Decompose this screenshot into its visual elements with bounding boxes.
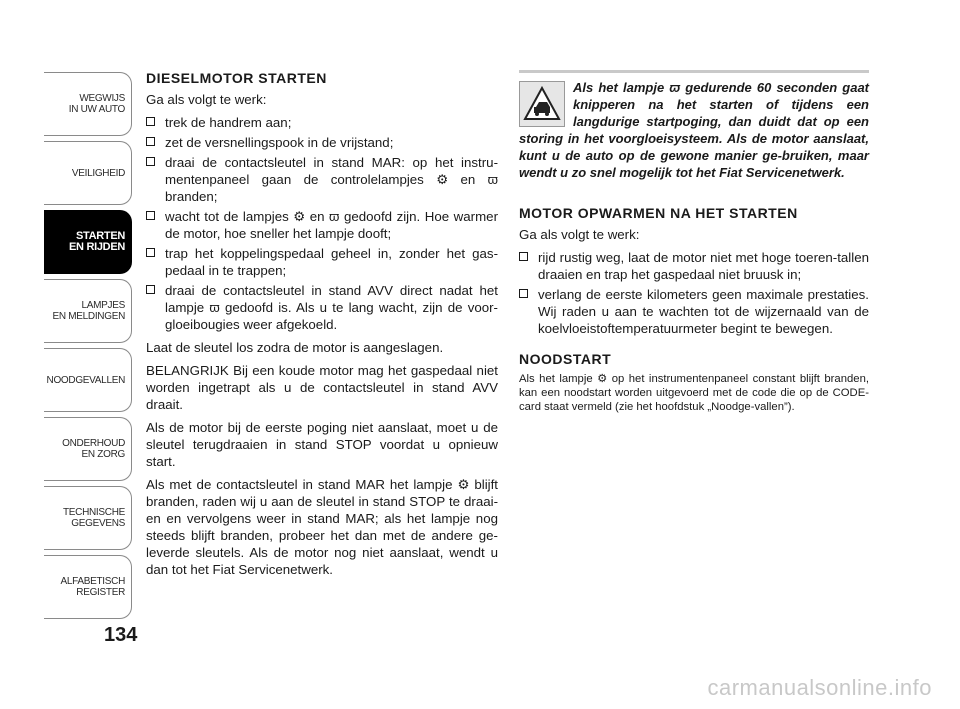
page-number: 134 [104, 624, 138, 646]
tab-lampjes[interactable] [44, 279, 132, 343]
checkbox-bullet-icon [146, 137, 155, 146]
list-item: zet de versnellingspook in de vrijstand; [146, 134, 498, 151]
paragraph: BELANGRIJK Bij een koude motor mag het gaspedaal niet worden ingetrapt als u de contactsleutel in stand AVV draait. [146, 363, 498, 412]
warning-rule [519, 70, 869, 73]
paragraph: Als het lampje ⚙ op het instrumentenpaneel constant blijft branden, kan een noodstart worden uitgevoerd met de code die op de CODE-card staat vermeld (zie het hoofdstuk „Noodge-vallen”). [519, 373, 869, 413]
list-item: verlang de eerste kilometers geen maximale prestaties. Wij raden u aan te wachten tot de wijzernaald van de koelvloeistoftemperatuurmeter begint te bewegen. [519, 286, 869, 337]
list-item: rijd rustig weg, laat de motor niet met hoge toeren-tallen draaien en trap het gaspedaal niet bruusk in; [519, 249, 869, 283]
paragraph: Als met de contactsleutel in stand MAR het lampje ⚙ blijft branden, raden wij u aan de sleutel in stand STOP te draai-en en vervolgens weer in stand MAR; als het lampje nog steeds blijft branden, probeer het dan met de andere ge-leverde sleutels. Als de motor nog niet aanslaat, wendt u dan tot het Fiat Servicenetwerk. [146, 477, 498, 577]
tab-label: STARTEN EN RIJDEN [69, 230, 125, 253]
checkbox-bullet-icon [146, 248, 155, 257]
list-item: draai de contactsleutel in stand AVV direct nadat het lampje ϖ gedoofd is. Als u te lang wacht, zijn de voor-gloeibougies weer afgekoeld. [146, 282, 498, 333]
section-heading: DIESELMOTOR STARTEN [146, 70, 327, 86]
warning-text: Als het lampje ϖ gedurende 60 seconden gaat knipperen na het starten of tijdens een langdurige startpoging, dan duidt dat op een storing in het voorgloeisysteem. Als de motor aanslaat, kunt u de auto op de gewone manier ge-bruiken, maar wendt u zo snel mogelijk tot het Fiat Servicenetwerk. [519, 80, 869, 180]
paragraph: Als de motor bij de eerste poging niet aanslaat, moet u de sleutel terugdraaien in stand STOP voordat u opnieuw start. [146, 420, 498, 469]
watermark: carmanualsonline.info [707, 675, 932, 700]
steps-list [519, 249, 869, 337]
tab-noodgevallen[interactable] [44, 348, 132, 412]
tab-label: TECHNISCHE GEGEVENS [62, 507, 125, 529]
tab-label: LAMPJES EN MELDINGEN [52, 300, 125, 322]
intro-text: Ga als volgt te werk: [146, 92, 267, 107]
section-heading: MOTOR OPWARMEN NA HET STARTEN [519, 205, 798, 221]
tab-label: WEGWIJS IN UW AUTO [68, 93, 125, 115]
intro-text: Ga als volgt te werk: [519, 227, 640, 242]
list-item: trek de handrem aan; [146, 114, 498, 131]
checkbox-bullet-icon [146, 157, 155, 166]
list-item: draai de contactsleutel in stand MAR: op het instru-mentenpaneel gaan de controlelampjes ⚙ en ϖ branden; [146, 154, 498, 205]
tab-technische-gegevens[interactable] [44, 486, 132, 550]
tab-starten-en-rijden[interactable] [44, 210, 132, 274]
chapter-tabs [44, 72, 132, 624]
tab-alfabetisch-register[interactable] [44, 555, 132, 619]
warning-box [519, 79, 869, 181]
tab-label: VEILIGHEID [71, 167, 125, 179]
tab-wegwijs[interactable] [44, 72, 132, 136]
warning-triangle-icon [519, 81, 565, 127]
tab-onderhoud[interactable] [44, 417, 132, 481]
checkbox-bullet-icon [146, 117, 155, 126]
section-heading: NOODSTART [519, 351, 612, 367]
checkbox-bullet-icon [146, 211, 155, 220]
steps-list [146, 114, 498, 333]
left-column [146, 70, 498, 584]
checkbox-bullet-icon [519, 289, 528, 298]
list-item: trap het koppelingspedaal geheel in, zonder het gas-pedaal in te trappen; [146, 245, 498, 279]
checkbox-bullet-icon [146, 285, 155, 294]
tab-label: NOODGEVALLEN [46, 374, 125, 386]
paragraph: Laat de sleutel los zodra de motor is aangeslagen. [146, 340, 444, 355]
tab-label: ALFABETISCH REGISTER [60, 576, 125, 598]
list-item: wacht tot de lampjes ⚙ en ϖ gedoofd zijn. Hoe warmer de motor, hoe sneller het lampje dooft; [146, 208, 498, 242]
tab-label: ONDERHOUD EN ZORG [62, 438, 125, 460]
right-column [519, 70, 869, 420]
tab-veiligheid[interactable] [44, 141, 132, 205]
checkbox-bullet-icon [519, 252, 528, 261]
